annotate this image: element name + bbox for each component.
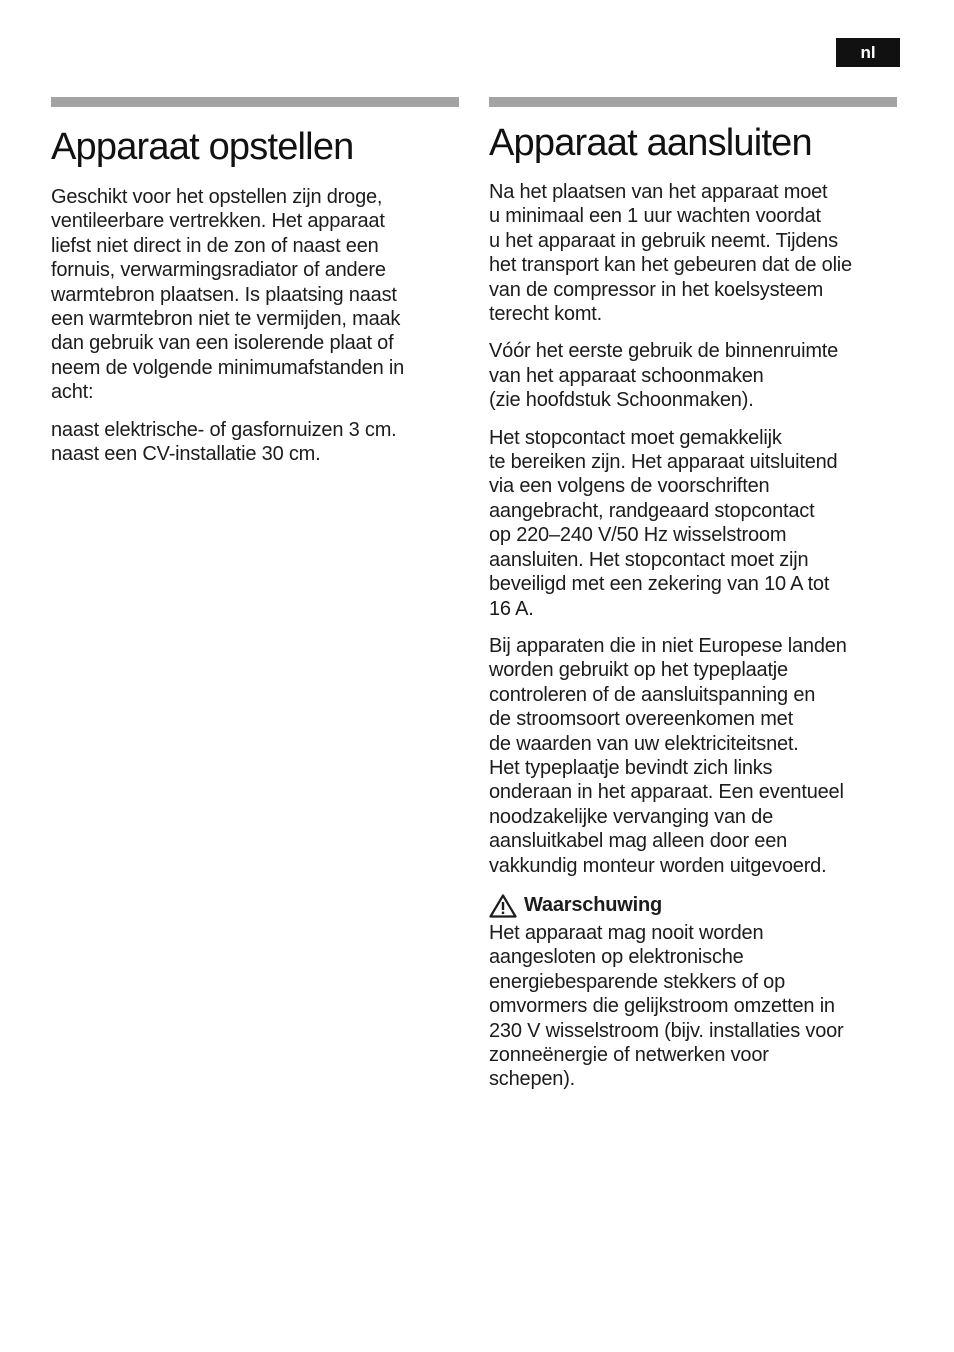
section-rule <box>489 97 897 107</box>
language-badge: nl <box>836 38 900 67</box>
section-title: Apparaat opstellen <box>51 126 354 168</box>
paragraph: Geschikt voor het opstellen zijn droge, ventileerbare vertrekken. Het apparaat liefst niet direct in de zon of naast een fornuis, verwarmingsradiator of andere warmtebron plaatsen. Is plaatsing naast een warmtebron niet te vermijden, maak dan gebruik van een isolerende plaat of neem de volgende minimumafstanden in acht: <box>51 186 405 404</box>
warning-heading <box>489 893 897 919</box>
section-rule <box>51 97 459 107</box>
section-title: Apparaat aansluiten <box>489 122 812 164</box>
paragraph: Bij apparaten die in niet Europese landen worden gebruikt op het typeplaatje controleren of de aansluitspanning en de stroomsoort overeenkomen met de waarden van uw elektriciteitsnet. Het typeplaatje bevindt zich links onderaan in het apparaat. Een eventueel noodzakelijke vervanging van de aansluitkabel mag alleen door een vakkundig monteur worden uitgevoerd. <box>489 634 847 877</box>
paragraph: Het stopcontact moet gemakkelijk te bereiken zijn. Het apparaat uitsluitend via een volgens de voorschriften aangebracht, randgeaard stopcontact op 220–240 V/50 Hz wisselstroom aansluiten. Het stopcontact moet zijn beveiligd met een zekering van 10 A tot 16 A. <box>489 426 838 620</box>
paragraph: Na het plaatsen van het apparaat moet u minimaal een 1 uur wachten voordat u het apparaat in gebruik neemt. Tijdens het transport kan het gebeuren dat de olie van de compressor in het koelsysteem terecht komt. <box>489 181 852 326</box>
section-apparaat-opstellen <box>51 97 459 479</box>
section-apparaat-aansluiten <box>489 97 897 1105</box>
paragraph: Vóór het eerste gebruik de binnenruimte van het apparaat schoonmaken (zie hoofdstuk Schoonmaken). <box>489 340 839 412</box>
warning-label: Waarschuwing <box>524 894 662 917</box>
warning-triangle-icon <box>489 894 517 918</box>
warning-text: Het apparaat mag nooit worden aangesloten op elektronische energiebesparende stekkers of op omvormers die gelijkstroom omzetten in 230 V wisselstroom (bijv. installaties voor zonneënergie of netwerken voor schepen). <box>489 921 844 1091</box>
paragraph: naast elektrische- of gasfornuizen 3 cm. naast een CV-installatie 30 cm. <box>51 418 397 466</box>
